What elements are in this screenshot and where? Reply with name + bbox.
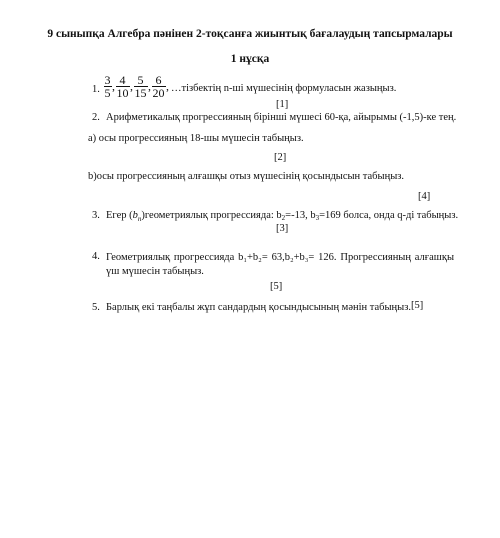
task-2-text: Арифметикалық прогрессияның бірінші мүшесі 60-қа, айырымы (-1,5)-ке тең. xyxy=(106,112,457,123)
subscript: 2 xyxy=(281,214,286,222)
task-5-mark: [5] xyxy=(411,300,424,311)
task-1-text: …тізбектің n-ші мүшесінің формуласын жазыңыз. xyxy=(171,83,397,94)
task-4-text: Геометриялық прогрессияда b₁+b₂= 63,b₂+b₃= 126. Прогрессияның алғашқы үш мүшесін табыңыз. xyxy=(106,252,454,277)
task-5-text xyxy=(106,302,423,313)
task-2b-mark: [4] xyxy=(418,191,431,202)
sequence-fraction xyxy=(116,74,130,99)
fraction-denominator: 20 xyxy=(152,86,165,100)
task-3-text-mid: )геометриялық прогрессияда: b xyxy=(141,210,282,221)
sequence-fraction xyxy=(152,74,166,99)
fraction-numerator: 4 xyxy=(116,74,130,87)
fraction-numerator: 6 xyxy=(152,74,166,87)
task-3-number: 3. xyxy=(92,210,100,221)
sequence-fraction xyxy=(134,74,148,99)
task-2a-mark: [2] xyxy=(274,152,287,163)
worksheet-title: 9 сыныпқа Алгебра пәнінен 2-тоқсанға жиынтық бағалаудың тапсырмалары xyxy=(47,28,453,40)
fraction-denominator: 5 xyxy=(104,86,111,100)
task-5-number: 5. xyxy=(92,302,100,313)
task-4-number: 4. xyxy=(92,251,100,262)
subscript: 3 xyxy=(315,214,320,222)
task-2-number: 2. xyxy=(92,112,100,123)
task-1-sequence: $\frac{3}{5}$ , $\frac{4}{10}$ , $\frac{5}{15}$ , $\frac{6}{20}$ , …тізбектің n-ші мүшесінің формуласын жазыңыз. xyxy=(104,73,397,100)
fraction-numerator: 5 xyxy=(134,74,148,87)
task-5-question: Барлық екі таңбалы жұп сандардың қосындысының мәнін табыңыз. xyxy=(106,302,411,313)
sequence-symbol-letter: b xyxy=(132,210,138,221)
task-2b-text: b)осы прогрессияның алғашқы отыз мүшесінің қосындысын табыңыз. xyxy=(88,171,405,182)
task-1-number: 1. xyxy=(92,84,100,95)
variant-label: 1 нұсқа xyxy=(230,53,270,65)
sequence-symbol-index: n xyxy=(137,215,142,224)
task-3-text xyxy=(106,210,458,223)
fraction-denominator: 10 xyxy=(116,86,129,100)
task-2a-text: а) осы прогрессияның 18-шы мүшесін табыңыз. xyxy=(88,133,304,144)
task-1-mark: [1] xyxy=(276,99,289,110)
task-3-mark: [3] xyxy=(276,223,289,234)
task-3-text-post: =169 болса, онда q-ді табыңыз. xyxy=(319,210,459,221)
task-3-text-pre: Егер ( xyxy=(106,210,133,221)
fraction-denominator: 15 xyxy=(134,86,147,100)
task-4-mark: [5] xyxy=(270,281,283,292)
task-3-text-mid2: =-13, b xyxy=(285,210,316,221)
fraction-numerator: 3 xyxy=(104,73,111,87)
sequence-fraction xyxy=(104,74,112,99)
